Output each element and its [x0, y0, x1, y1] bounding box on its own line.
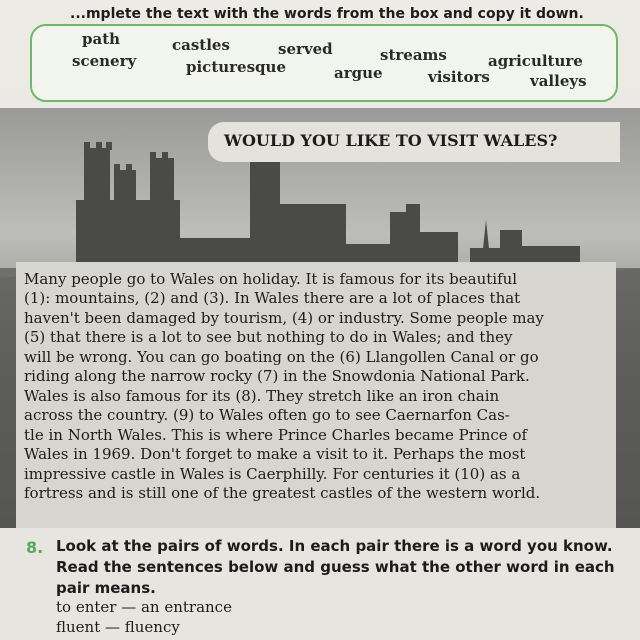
- exercise-number: 8.: [26, 538, 44, 557]
- word-picturesque: picturesque: [186, 58, 286, 76]
- word-visitors: visitors: [428, 68, 490, 86]
- word-argue: argue: [334, 64, 383, 82]
- word-valleys: valleys: [530, 72, 587, 90]
- word-pair: fluent — fluency: [56, 618, 180, 636]
- exercise-text: Look at the pairs of words. In each pair there is a word you know. Read the sentences below and guess what the other word in each pair means.: [56, 537, 615, 597]
- page-title: WOULD YOU LIKE TO VISIT WALES?: [224, 131, 558, 150]
- exercise-instruction: ...mplete the text with the words from the box and copy it down.: [70, 6, 584, 22]
- word-served: served: [278, 40, 333, 58]
- word-streams: streams: [380, 46, 447, 64]
- word-pair: to enter — an entrance: [56, 598, 232, 616]
- paragraph-2: Wales is also famous for its (8). They stretch like an iron chain across the country. (9) to Wales often go to see Caernarfon Cas- tle in North Wales. This is where Prince Charles became Prince of Wales in 1969. Don't forget to make a visit to it. Perhaps the most impressive castle in Wales is Caerphilly. For centuries it (10) as a fortress and is still one of the greatest castles of the western world.: [24, 387, 541, 503]
- paragraph-1: Many people go to Wales on holiday. It is famous for its beautiful (1): mountains, (2) and (3). In Wales there are a lot of places that haven't been damaged by tourism, (4) or industry. Some people may (5) that there is a lot to see but nothing to do in Wales; and they will be wrong. You can go boating on the (6) Llangollen Canal or go riding along the narrow rocky (7) in the Snowdonia National Park.: [24, 270, 544, 386]
- word-path: path: [82, 30, 121, 48]
- word-scenery: scenery: [72, 52, 137, 70]
- word-castles: castles: [172, 36, 230, 54]
- word-agriculture: agriculture: [488, 52, 583, 70]
